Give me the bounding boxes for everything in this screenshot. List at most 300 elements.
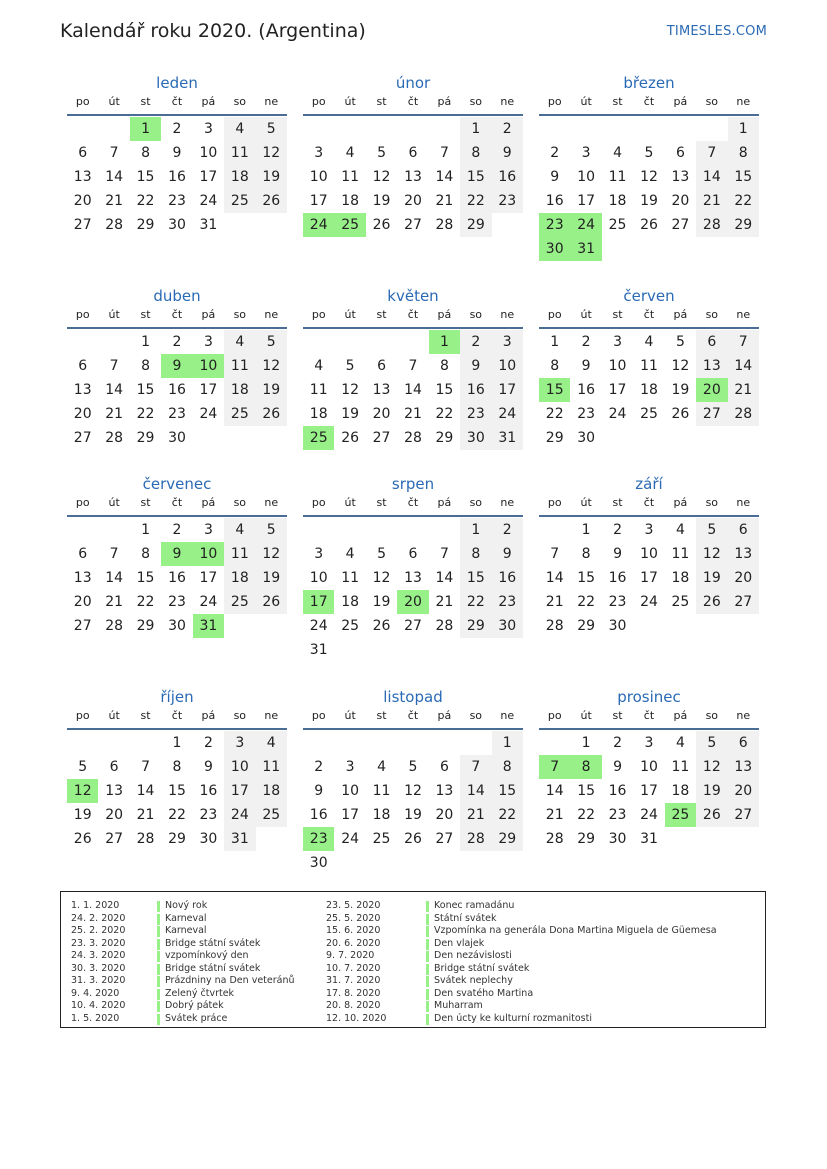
day-cell: 3 [345, 759, 355, 775]
empty-day-cell [334, 731, 365, 755]
day-cell: 14 [435, 570, 454, 586]
week-row [303, 614, 523, 638]
weekend-day-cell: 26 [256, 590, 287, 614]
holiday-date: 23. 5. 2020 [326, 900, 381, 911]
weekday-label: po [311, 95, 326, 108]
holiday-date: 9. 7. 2020 [326, 950, 375, 961]
weekday-label: so [233, 496, 247, 509]
holiday-date: 25. 2. 2020 [71, 925, 126, 936]
day-cell: 19 [640, 193, 658, 209]
day-cell: 10 [341, 783, 360, 799]
weekend-day-cell: 17 [492, 378, 523, 402]
weekend-day-cell: 12 [696, 755, 727, 779]
day-cell: 5 [377, 145, 387, 161]
weekday-header [67, 94, 287, 110]
day-cell: 30 [309, 855, 328, 871]
day-cell: 28 [105, 618, 124, 634]
day-cell: 17 [341, 807, 360, 823]
day-cell: 18 [309, 406, 328, 422]
weekend-day-cell: 19 [256, 378, 287, 402]
weekday-label: ne [736, 95, 751, 108]
weekday-label: ne [264, 496, 279, 509]
week-row [539, 426, 759, 450]
weekend-day-cell: 20 [728, 566, 759, 590]
day-cell: 13 [404, 169, 422, 185]
weekday-label: po [547, 95, 562, 108]
header-divider [67, 327, 287, 329]
weekday-header [303, 94, 523, 110]
weekday-label: st [376, 308, 387, 321]
empty-day-cell [256, 614, 287, 638]
weekend-day-cell: 13 [728, 755, 759, 779]
month-name: prosinec [617, 688, 681, 706]
weekend-day-cell: 27 [728, 590, 759, 614]
day-cell: 28 [105, 430, 124, 446]
day-cell: 10 [608, 358, 627, 374]
week-row [303, 518, 523, 542]
weekend-day-cell: 4 [256, 731, 287, 755]
week-row [303, 426, 523, 450]
day-cell: 17 [577, 193, 596, 209]
holiday-marker [157, 964, 160, 975]
day-cell: 6 [109, 759, 119, 775]
empty-day-cell [67, 330, 98, 354]
weekday-label: pá [437, 308, 452, 321]
header-divider [303, 114, 523, 116]
holiday-marker [157, 951, 160, 962]
day-cell: 9 [613, 759, 623, 775]
holiday-entry [71, 963, 321, 976]
holiday-marker [426, 1001, 429, 1012]
empty-day-cell [633, 117, 664, 141]
weekday-label: so [233, 95, 247, 108]
day-cell: 15 [136, 382, 155, 398]
day-cell: 24 [341, 831, 360, 847]
week-row [539, 755, 759, 779]
day-cell: 30 [168, 618, 186, 634]
day-cell: 29 [136, 217, 155, 233]
weekend-day-cell: 1 [728, 117, 759, 141]
weekday-label: st [140, 709, 151, 722]
holiday-name: Karneval [165, 912, 207, 924]
weekday-label: so [705, 496, 719, 509]
day-cell: 21 [136, 807, 155, 823]
month-duben [67, 285, 287, 450]
holiday-date: 9. 4. 2020 [71, 987, 120, 999]
day-grid [303, 117, 523, 237]
empty-day-cell [98, 330, 129, 354]
weekend-day-cell: 29 [492, 827, 523, 851]
day-cell: 17 [640, 783, 658, 799]
weekday-label: ne [264, 709, 279, 722]
week-row [539, 402, 759, 426]
weekend-day-cell: 8 [492, 755, 523, 779]
day-cell: 2 [172, 121, 182, 137]
week-row [67, 378, 287, 402]
weekend-day-cell: 23 [492, 189, 523, 213]
week-row [67, 614, 287, 638]
month-name: duben [153, 287, 201, 305]
weekend-day-cell: 30 [460, 426, 491, 450]
week-row [67, 189, 287, 213]
weekend-day-cell: 27 [728, 803, 759, 827]
day-cell: 20 [73, 193, 92, 209]
empty-day-cell [130, 731, 161, 755]
empty-day-cell [224, 213, 255, 237]
week-row [539, 117, 759, 141]
day-cell: 28 [105, 217, 124, 233]
empty-day-cell [67, 117, 98, 141]
day-cell: 15 [136, 570, 155, 586]
holiday-day-cell: 20 [397, 590, 428, 614]
weekday-label: po [311, 308, 326, 321]
weekday-label: čt [171, 308, 183, 321]
weekday-label: ne [500, 308, 515, 321]
day-cell: 2 [581, 334, 591, 350]
week-row [67, 731, 287, 755]
holiday-day-cell: 23 [539, 213, 570, 237]
week-row [303, 851, 523, 875]
empty-day-cell [665, 827, 696, 851]
week-row [67, 779, 287, 803]
week-row [303, 402, 523, 426]
weekday-label: čt [643, 709, 655, 722]
week-row [67, 354, 287, 378]
month-name: září [635, 475, 663, 493]
holiday-day-cell: 8 [570, 755, 601, 779]
weekday-label: čt [171, 496, 183, 509]
holiday-name: Bridge státní svátek [165, 962, 261, 974]
empty-day-cell [429, 731, 460, 755]
day-cell: 23 [199, 807, 218, 823]
weekday-label: út [344, 496, 356, 509]
day-cell: 4 [345, 145, 355, 161]
day-cell: 20 [73, 406, 92, 422]
weekend-day-cell: 1 [460, 518, 491, 542]
empty-day-cell [303, 117, 334, 141]
day-cell: 23 [168, 406, 186, 422]
weekend-day-cell: 7 [460, 755, 491, 779]
day-cell: 18 [372, 807, 391, 823]
weekday-label: út [580, 308, 592, 321]
empty-day-cell [492, 638, 523, 662]
empty-day-cell [224, 426, 255, 450]
day-cell: 28 [435, 217, 454, 233]
empty-day-cell [728, 827, 759, 851]
empty-day-cell [303, 518, 334, 542]
day-cell: 19 [372, 594, 391, 610]
holiday-entry [326, 950, 746, 963]
weekday-label: so [233, 308, 247, 321]
weekday-label: pá [673, 496, 688, 509]
holiday-marker [426, 901, 429, 912]
week-row [303, 141, 523, 165]
day-cell: 22 [136, 406, 155, 422]
header-divider [539, 114, 759, 116]
week-row [67, 426, 287, 450]
day-cell: 21 [105, 193, 124, 209]
empty-day-cell [696, 426, 727, 450]
weekday-label: st [612, 709, 623, 722]
header-divider [539, 327, 759, 329]
holiday-marker [157, 926, 160, 937]
weekday-label: st [140, 308, 151, 321]
day-cell: 30 [577, 430, 596, 446]
day-cell: 4 [613, 145, 623, 161]
week-row [67, 755, 287, 779]
month-srpen [303, 473, 523, 662]
weekend-day-cell: 24 [224, 803, 255, 827]
week-row [539, 378, 759, 402]
empty-day-cell [633, 426, 664, 450]
weekday-label: čt [407, 308, 419, 321]
weekend-day-cell: 19 [256, 165, 287, 189]
weekday-label: pá [673, 95, 688, 108]
week-row [303, 117, 523, 141]
weekend-day-cell: 27 [696, 402, 727, 426]
day-cell: 3 [314, 546, 324, 562]
day-cell: 21 [435, 193, 454, 209]
weekend-day-cell: 15 [460, 165, 491, 189]
weekday-label: so [233, 709, 247, 722]
holiday-name: Dobrý pátek [165, 1000, 224, 1011]
day-cell: 27 [404, 618, 422, 634]
empty-day-cell [633, 614, 664, 638]
week-row [539, 590, 759, 614]
holiday-date: 31. 7. 2020 [326, 975, 381, 986]
holiday-date: 15. 6. 2020 [326, 925, 381, 936]
weekend-day-cell: 10 [224, 755, 255, 779]
month-name: červenec [142, 475, 212, 493]
week-row [539, 566, 759, 590]
weekend-day-cell: 20 [728, 779, 759, 803]
weekend-day-cell: 9 [492, 542, 523, 566]
day-cell: 25 [372, 831, 391, 847]
day-cell: 27 [73, 217, 92, 233]
weekend-day-cell: 23 [492, 590, 523, 614]
holiday-name: Prázdniny na Den veteránů [165, 975, 295, 986]
weekend-day-cell: 22 [460, 189, 491, 213]
weekend-day-cell: 21 [696, 189, 727, 213]
holiday-date: 24. 3. 2020 [71, 950, 126, 961]
day-cell: 13 [404, 570, 422, 586]
month-name: únor [395, 74, 431, 92]
day-cell: 10 [640, 759, 658, 775]
day-cell: 30 [199, 831, 218, 847]
day-cell: 27 [73, 430, 92, 446]
day-cell: 10 [309, 169, 328, 185]
month-listopad [303, 686, 523, 875]
day-cell: 28 [545, 618, 564, 634]
day-cell: 22 [168, 807, 186, 823]
holiday-name: Bridge státní svátek [434, 962, 530, 974]
empty-day-cell [366, 518, 397, 542]
day-cell: 21 [105, 594, 124, 610]
day-cell: 14 [404, 382, 422, 398]
empty-day-cell [303, 330, 334, 354]
holiday-date: 17. 8. 2020 [326, 987, 381, 999]
weekend-day-cell: 29 [460, 614, 491, 638]
day-cell: 17 [608, 382, 627, 398]
weekend-day-cell: 21 [460, 803, 491, 827]
holiday-name: Vzpomínka na generála Dona Martina Miguela de Güemesa [434, 925, 717, 936]
holiday-entry [326, 900, 746, 913]
day-cell: 20 [73, 594, 92, 610]
day-cell: 18 [608, 193, 627, 209]
day-cell: 29 [577, 618, 596, 634]
day-cell: 22 [577, 594, 596, 610]
day-cell: 5 [408, 759, 418, 775]
empty-day-cell [460, 731, 491, 755]
weekend-day-cell: 5 [256, 518, 287, 542]
day-cell: 23 [608, 807, 627, 823]
day-cell: 5 [377, 546, 387, 562]
day-cell: 19 [341, 406, 360, 422]
day-cell: 7 [550, 546, 560, 562]
day-cell: 7 [439, 145, 449, 161]
empty-day-cell [665, 426, 696, 450]
weekday-label: st [140, 496, 151, 509]
weekend-day-cell: 5 [256, 117, 287, 141]
holiday-marker [157, 976, 160, 987]
weekend-day-cell: 25 [256, 803, 287, 827]
day-cell: 17 [199, 570, 218, 586]
empty-day-cell [460, 638, 491, 662]
holiday-marker [426, 976, 429, 987]
day-cell: 1 [172, 735, 182, 751]
day-cell: 13 [372, 382, 391, 398]
day-cell: 26 [73, 831, 92, 847]
weekday-header [539, 708, 759, 724]
weekday-label: so [469, 95, 483, 108]
weekday-label: čt [171, 95, 183, 108]
empty-day-cell [460, 851, 491, 875]
holiday-marker [157, 939, 160, 950]
empty-day-cell [98, 518, 129, 542]
weekday-label: pá [437, 496, 452, 509]
day-cell: 25 [671, 594, 690, 610]
empty-day-cell [492, 213, 523, 237]
day-grid [539, 518, 759, 638]
holiday-day-cell: 15 [539, 378, 570, 402]
weekend-day-cell: 12 [696, 542, 727, 566]
day-cell: 11 [640, 358, 658, 374]
day-cell: 4 [675, 735, 685, 751]
day-cell: 24 [199, 594, 218, 610]
day-cell: 13 [435, 783, 454, 799]
weekend-day-cell: 8 [460, 141, 491, 165]
weekend-day-cell: 14 [728, 354, 759, 378]
day-cell: 2 [613, 522, 623, 538]
week-row [303, 755, 523, 779]
weekday-label: ne [500, 95, 515, 108]
week-row [539, 614, 759, 638]
empty-day-cell [665, 614, 696, 638]
weekend-day-cell: 12 [256, 542, 287, 566]
weekend-day-cell: 2 [492, 518, 523, 542]
day-cell: 20 [105, 807, 124, 823]
weekend-day-cell: 6 [728, 518, 759, 542]
weekday-label: po [547, 308, 562, 321]
day-cell: 11 [372, 783, 391, 799]
day-cell: 10 [640, 546, 658, 562]
day-cell: 4 [644, 334, 654, 350]
day-cell: 6 [439, 759, 449, 775]
day-grid [539, 731, 759, 851]
empty-day-cell [728, 426, 759, 450]
week-row [539, 165, 759, 189]
holiday-marker [157, 989, 160, 1000]
weekend-day-cell: 31 [492, 426, 523, 450]
day-cell: 24 [199, 193, 218, 209]
week-row [539, 803, 759, 827]
weekday-label: so [705, 95, 719, 108]
weekday-label: so [469, 308, 483, 321]
weekday-label: ne [500, 496, 515, 509]
week-row [67, 141, 287, 165]
holiday-day-cell: 25 [303, 426, 334, 450]
weekday-label: čt [643, 308, 655, 321]
weekend-day-cell: 5 [696, 518, 727, 542]
holiday-day-cell: 25 [334, 213, 365, 237]
day-cell: 12 [671, 358, 690, 374]
weekend-day-cell: 23 [460, 402, 491, 426]
month-říjen [67, 686, 287, 851]
weekday-label: čt [171, 709, 183, 722]
day-cell: 8 [172, 759, 182, 775]
day-cell: 12 [640, 169, 658, 185]
day-cell: 27 [372, 430, 391, 446]
weekday-label: pá [201, 95, 216, 108]
weekend-day-cell: 2 [492, 117, 523, 141]
holiday-name: Den nezávislosti [434, 950, 512, 961]
week-row [67, 165, 287, 189]
empty-day-cell [256, 426, 287, 450]
day-cell: 8 [141, 546, 151, 562]
weekday-label: čt [407, 709, 419, 722]
day-cell: 8 [141, 358, 151, 374]
day-cell: 4 [314, 358, 324, 374]
day-cell: 16 [309, 807, 328, 823]
weekday-label: st [140, 95, 151, 108]
day-cell: 7 [109, 358, 119, 374]
weekend-day-cell: 4 [224, 117, 255, 141]
holiday-list [60, 891, 766, 1028]
weekend-day-cell: 14 [696, 165, 727, 189]
day-cell: 2 [314, 759, 324, 775]
day-cell: 5 [644, 145, 654, 161]
weekend-day-cell: 8 [460, 542, 491, 566]
day-cell: 19 [671, 382, 690, 398]
week-row [303, 731, 523, 755]
day-cell: 12 [341, 382, 360, 398]
day-cell: 6 [78, 358, 88, 374]
day-grid [67, 330, 287, 450]
day-cell: 6 [78, 546, 88, 562]
day-cell: 5 [78, 759, 88, 775]
holiday-name: Karneval [165, 925, 207, 936]
weekday-label: ne [264, 95, 279, 108]
site-link[interactable]: TIMESLES.COM [666, 24, 767, 39]
empty-day-cell [539, 731, 570, 755]
weekend-day-cell: 16 [492, 566, 523, 590]
day-cell: 27 [73, 618, 92, 634]
day-cell: 24 [640, 807, 658, 823]
holiday-name: Zelený čtvrtek [165, 987, 235, 999]
weekday-label: út [108, 496, 120, 509]
day-cell: 29 [545, 430, 564, 446]
weekday-label: út [580, 709, 592, 722]
